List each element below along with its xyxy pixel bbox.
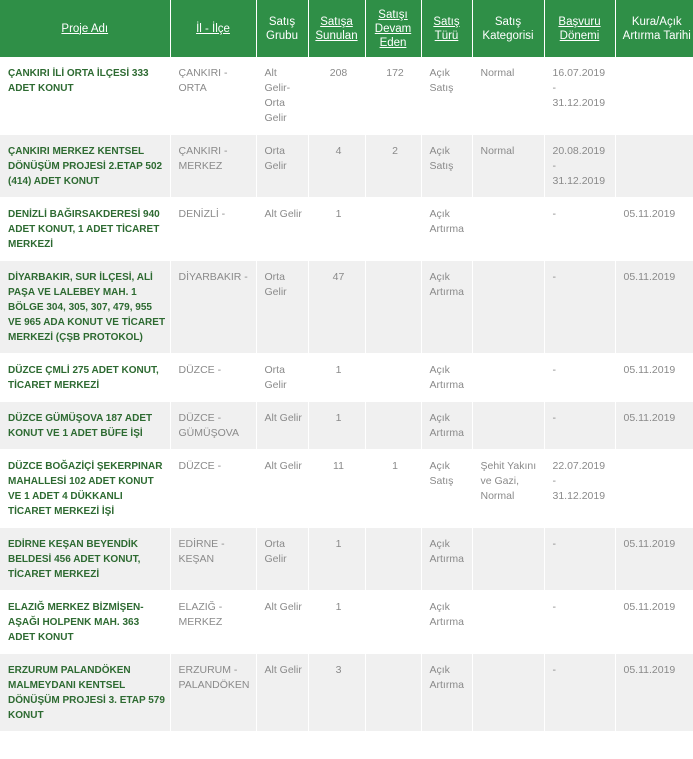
location-cell: DENİZLİ - <box>170 198 256 261</box>
col-satis-turu <box>421 0 472 57</box>
sort-basvuru-donemi-link[interactable]: Başvuru Dönemi <box>558 15 601 42</box>
ongoing-count-cell: 2 <box>365 135 421 198</box>
project-name-cell[interactable]: ELAZIĞ MERKEZ BİZMİŞEN-AŞAĞI HOLPENK MAH. 363 ADET KONUT <box>0 591 170 654</box>
sales-type-cell: Açık Artırma <box>421 354 472 402</box>
sales-category-cell <box>472 654 544 732</box>
project-name-cell[interactable]: DÜZCE BOĞAZİÇİ ŞEKERPINAR MAHALLESİ 102 ADET KONUT VE 1 ADET 4 DÜKKANLI TİCARET MERKEZİ İŞİ <box>0 450 170 528</box>
location-cell: ELAZIĞ - MERKEZ <box>170 591 256 654</box>
sales-category-cell: Normal <box>472 57 544 135</box>
application-period-cell: 16.07.2019 - 31.12.2019 <box>544 57 615 135</box>
ongoing-count-cell <box>365 654 421 732</box>
application-period-cell: - <box>544 528 615 591</box>
sales-group-cell: Orta Gelir <box>256 354 308 402</box>
application-period-cell: - <box>544 354 615 402</box>
draw-date-cell: 05.11.2019 <box>615 261 693 354</box>
application-period-cell: - <box>544 198 615 261</box>
col-proje-adi <box>0 0 170 57</box>
offered-count-cell: 47 <box>308 261 365 354</box>
offered-count-cell: 1 <box>308 591 365 654</box>
table-row <box>0 450 693 528</box>
sales-type-cell: Açık Artırma <box>421 591 472 654</box>
location-cell: DİYARBAKIR - <box>170 261 256 354</box>
location-cell: ERZURUM - PALANDÖKEN <box>170 654 256 732</box>
table-header <box>0 0 693 57</box>
location-cell: DÜZCE - <box>170 450 256 528</box>
sales-type-cell: Açık Artırma <box>421 261 472 354</box>
project-name-cell[interactable]: ÇANKIRI MERKEZ KENTSEL DÖNÜŞÜM PROJESİ 2.ETAP 502 (414) ADET KONUT <box>0 135 170 198</box>
table-row <box>0 198 693 261</box>
application-period-cell: 20.08.2019 - 31.12.2019 <box>544 135 615 198</box>
application-period-cell: - <box>544 591 615 654</box>
draw-date-cell <box>615 57 693 135</box>
project-name-cell[interactable]: DENİZLİ BAĞIRSAKDERESİ 940 ADET KONUT, 1 ADET TİCARET MERKEZİ <box>0 198 170 261</box>
location-cell: EDİRNE - KEŞAN <box>170 528 256 591</box>
sort-satisa-sunulan-link[interactable]: Satışa Sunulan <box>315 15 358 42</box>
project-name-cell[interactable]: ERZURUM PALANDÖKEN MALMEYDANI KENTSEL DÖNÜŞÜM PROJESİ 3. ETAP 579 KONUT <box>0 654 170 732</box>
sort-proje-adi-link[interactable]: Proje Adı <box>61 22 109 35</box>
table-row <box>0 261 693 354</box>
table-row <box>0 135 693 198</box>
col-satisa-sunulan <box>308 0 365 57</box>
sort-satis-turu-link[interactable]: Satış Türü <box>433 15 460 42</box>
sales-category-cell <box>472 402 544 450</box>
table-row <box>0 591 693 654</box>
project-name-cell[interactable]: DÜZCE GÜMÜŞOVA 187 ADET KONUT VE 1 ADET BÜFE İŞİ <box>0 402 170 450</box>
sales-group-cell: Orta Gelir <box>256 261 308 354</box>
ongoing-count-cell: 172 <box>365 57 421 135</box>
sales-type-cell: Açık Satış <box>421 57 472 135</box>
project-name-cell[interactable]: DÜZCE ÇMLİ 275 ADET KONUT, TİCARET MERKEZİ <box>0 354 170 402</box>
ongoing-count-cell: 1 <box>365 450 421 528</box>
sales-group-cell: Alt Gelir <box>256 654 308 732</box>
sales-group-cell: Alt Gelir <box>256 591 308 654</box>
ongoing-count-cell <box>365 528 421 591</box>
application-period-cell: - <box>544 654 615 732</box>
application-period-cell: 22.07.2019 - 31.12.2019 <box>544 450 615 528</box>
application-period-cell: - <box>544 261 615 354</box>
table-row <box>0 654 693 732</box>
col-satis-kategorisi <box>472 0 544 57</box>
ongoing-count-cell <box>365 198 421 261</box>
sales-category-cell <box>472 528 544 591</box>
ongoing-count-cell <box>365 354 421 402</box>
project-name-cell[interactable]: DİYARBAKIR, SUR İLÇESİ, ALİ PAŞA VE LALEBEY MAH. 1 BÖLGE 304, 305, 307, 479, 955 VE 965 ADA KONUT VE TİCARET MERKEZİ (ÇŞB PROTOKOL) <box>0 261 170 354</box>
draw-date-cell: 05.11.2019 <box>615 198 693 261</box>
draw-date-cell <box>615 135 693 198</box>
offered-count-cell: 1 <box>308 402 365 450</box>
offered-count-cell: 3 <box>308 654 365 732</box>
sort-satisi-devam-eden-link[interactable]: Satışı Devam Eden <box>374 8 412 49</box>
sales-group-cell: Alt Gelir <box>256 450 308 528</box>
table-body <box>0 57 693 732</box>
sales-category-cell: Şehit Yakını ve Gazi, Normal <box>472 450 544 528</box>
offered-count-cell: 1 <box>308 354 365 402</box>
offered-count-cell: 4 <box>308 135 365 198</box>
draw-date-cell: 05.11.2019 <box>615 354 693 402</box>
col-basvuru-donemi <box>544 0 615 57</box>
ongoing-count-cell <box>365 261 421 354</box>
sales-category-cell <box>472 354 544 402</box>
project-name-cell[interactable]: EDİRNE KEŞAN BEYENDİK BELDESİ 456 ADET KONUT, TİCARET MERKEZİ <box>0 528 170 591</box>
sales-category-cell: Normal <box>472 135 544 198</box>
sort-il-ilce-link[interactable]: İl - İlçe <box>196 22 230 35</box>
sales-category-cell <box>472 261 544 354</box>
sales-group-cell: Orta Gelir <box>256 135 308 198</box>
table-row <box>0 402 693 450</box>
offered-count-cell: 1 <box>308 528 365 591</box>
satis-grubu-label: Satış Grubu <box>266 15 298 42</box>
satis-kategorisi-label: Satış Kategorisi <box>482 15 534 42</box>
col-satisi-devam-eden <box>365 0 421 57</box>
sales-type-cell: Açık Artırma <box>421 528 472 591</box>
project-name-cell[interactable]: ÇANKIRI İLİ ORTA İLÇESİ 333 ADET KONUT <box>0 57 170 135</box>
table-row <box>0 57 693 135</box>
kura-tarihi-label: Kura/Açık Artırma Tarihi <box>622 15 691 42</box>
offered-count-cell: 11 <box>308 450 365 528</box>
draw-date-cell: 05.11.2019 <box>615 654 693 732</box>
col-satis-grubu <box>256 0 308 57</box>
draw-date-cell: 05.11.2019 <box>615 591 693 654</box>
draw-date-cell: 05.11.2019 <box>615 528 693 591</box>
sales-group-cell: Alt Gelir <box>256 198 308 261</box>
draw-date-cell: 05.11.2019 <box>615 402 693 450</box>
sales-type-cell: Açık Artırma <box>421 198 472 261</box>
sales-group-cell: Alt Gelir-Orta Gelir <box>256 57 308 135</box>
table-row <box>0 354 693 402</box>
sales-group-cell: Orta Gelir <box>256 528 308 591</box>
location-cell: DÜZCE - <box>170 354 256 402</box>
sales-type-cell: Açık Artırma <box>421 402 472 450</box>
sales-group-cell: Alt Gelir <box>256 402 308 450</box>
sales-type-cell: Açık Satış <box>421 450 472 528</box>
sales-category-cell <box>472 591 544 654</box>
location-cell: ÇANKIRI - MERKEZ <box>170 135 256 198</box>
table-row <box>0 528 693 591</box>
offered-count-cell: 1 <box>308 198 365 261</box>
sales-category-cell <box>472 198 544 261</box>
col-il-ilce <box>170 0 256 57</box>
col-kura-tarihi <box>615 0 693 57</box>
draw-date-cell <box>615 450 693 528</box>
sales-type-cell: Açık Artırma <box>421 654 472 732</box>
ongoing-count-cell <box>365 402 421 450</box>
sales-type-cell: Açık Satış <box>421 135 472 198</box>
application-period-cell: - <box>544 402 615 450</box>
ongoing-count-cell <box>365 591 421 654</box>
offered-count-cell: 208 <box>308 57 365 135</box>
location-cell: ÇANKIRI - ORTA <box>170 57 256 135</box>
location-cell: DÜZCE - GÜMÜŞOVA <box>170 402 256 450</box>
